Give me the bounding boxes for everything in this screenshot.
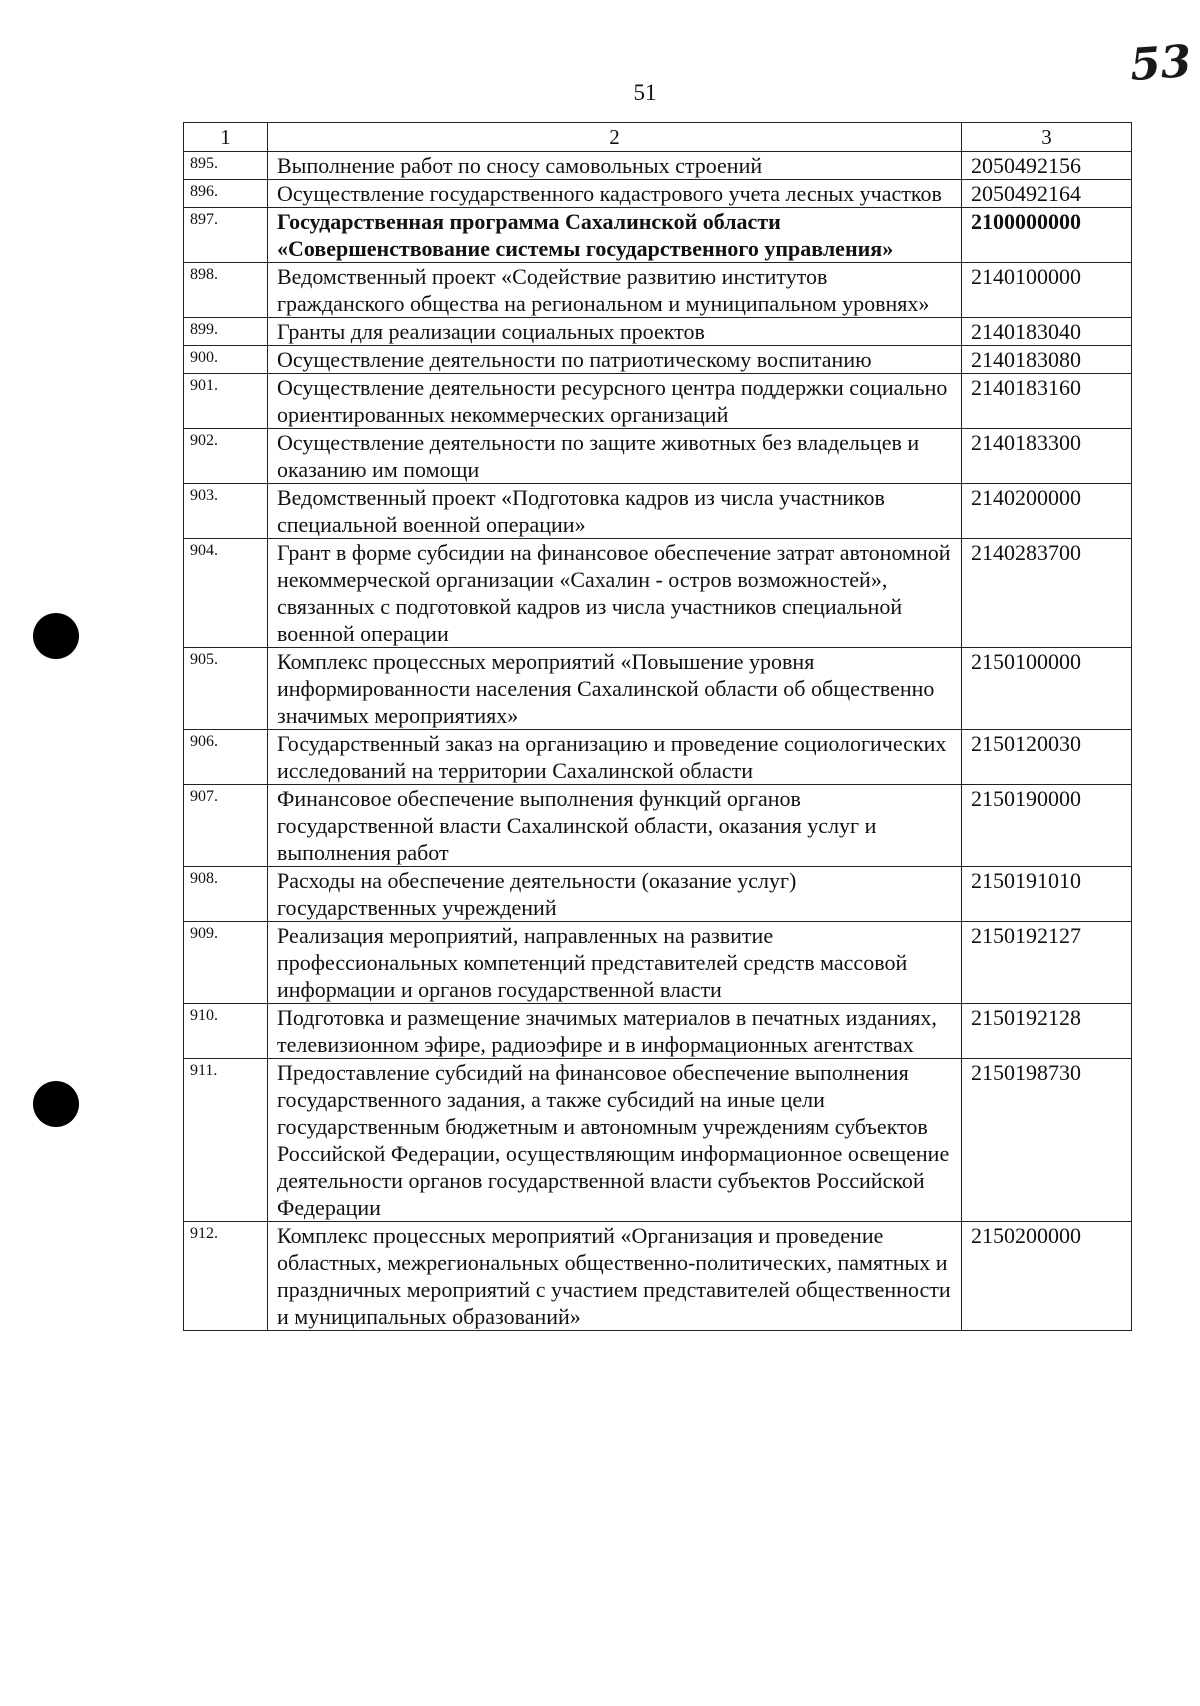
row-description: Предоставление субсидий на финансовое обеспечение выполнения государственного задания, а также субсидий на иные цели государственным бюджетным и автономным учреждениям субъектов Российской Федерации, осуществляющим информационное освещение деятельности органов государственной власти субъектов Российской Федерации — [268, 1059, 962, 1222]
row-number: 905. — [184, 648, 268, 730]
table-row — [184, 730, 1132, 785]
row-code: 2150192127 — [962, 922, 1132, 1004]
row-number: 901. — [184, 374, 268, 429]
budget-codes-table — [183, 122, 1132, 1331]
row-number: 904. — [184, 539, 268, 648]
row-number: 910. — [184, 1004, 268, 1059]
row-number: 895. — [184, 152, 268, 180]
table-row — [184, 346, 1132, 374]
table-row — [184, 374, 1132, 429]
row-description: Финансовое обеспечение выполнения функций органов государственной власти Сахалинской области, оказания услуг и выполнения работ — [268, 785, 962, 867]
table-row — [184, 429, 1132, 484]
row-number: 907. — [184, 785, 268, 867]
punch-hole — [33, 613, 79, 659]
row-code: 2150200000 — [962, 1222, 1132, 1331]
row-number: 906. — [184, 730, 268, 785]
row-description: Подготовка и размещение значимых материалов в печатных изданиях, телевизионном эфире, радиоэфире и в информационных агентствах — [268, 1004, 962, 1059]
row-description: Осуществление государственного кадастрового учета лесных участков — [268, 180, 962, 208]
row-code: 2140183040 — [962, 318, 1132, 346]
row-description: Грант в форме субсидии на финансовое обеспечение затрат автономной некоммерческой организации «Сахалин - остров возможностей», связанных с подготовкой кадров из числа участников специальной военной операции — [268, 539, 962, 648]
row-description: Ведомственный проект «Содействие развитию институтов гражданского общества на региональном и муниципальном уровнях» — [268, 263, 962, 318]
table-row — [184, 318, 1132, 346]
row-number: 899. — [184, 318, 268, 346]
table-row — [184, 539, 1132, 648]
row-description: Осуществление деятельности по защите животных без владельцев и оказанию им помощи — [268, 429, 962, 484]
row-code: 2140183300 — [962, 429, 1132, 484]
row-description: Комплекс процессных мероприятий «Организация и проведение областных, межрегиональных общественно-политических, памятных и праздничных мероприятий с участием представителей общественности и муниципальных образований» — [268, 1222, 962, 1331]
table-row — [184, 785, 1132, 867]
table-row — [184, 1004, 1132, 1059]
table-row — [184, 648, 1132, 730]
row-number: 908. — [184, 867, 268, 922]
row-number: 902. — [184, 429, 268, 484]
page-number: 51 — [633, 80, 657, 105]
table-row — [184, 922, 1132, 1004]
row-number: 897. — [184, 208, 268, 263]
table-row — [184, 1059, 1132, 1222]
row-description: Осуществление деятельности ресурсного центра поддержки социально ориентированных некоммерческих организаций — [268, 374, 962, 429]
table-body — [184, 152, 1132, 1331]
row-number: 909. — [184, 922, 268, 1004]
row-code: 2050492156 — [962, 152, 1132, 180]
row-code: 2150100000 — [962, 648, 1132, 730]
row-code: 2150190000 — [962, 785, 1132, 867]
row-code: 2150198730 — [962, 1059, 1132, 1222]
row-code: 2140183080 — [962, 346, 1132, 374]
row-description: Государственная программа Сахалинской области «Совершенствование системы государственного управления» — [268, 208, 962, 263]
header-col-1: 1 — [184, 123, 268, 152]
row-description: Осуществление деятельности по патриотическому воспитанию — [268, 346, 962, 374]
table-row — [184, 1222, 1132, 1331]
header-col-2: 2 — [268, 123, 962, 152]
table-row — [184, 484, 1132, 539]
table-row — [184, 867, 1132, 922]
table-header — [184, 123, 1132, 152]
row-description: Реализация мероприятий, направленных на развитие профессиональных компетенций представителей средств массовой информации и органов государственной власти — [268, 922, 962, 1004]
row-code: 2140100000 — [962, 263, 1132, 318]
row-description: Выполнение работ по сносу самовольных строений — [268, 152, 962, 180]
table-row — [184, 152, 1132, 180]
row-code: 2150191010 — [962, 867, 1132, 922]
table-row — [184, 208, 1132, 263]
row-code: 2140183160 — [962, 374, 1132, 429]
row-description: Государственный заказ на организацию и проведение социологических исследований на территории Сахалинской области — [268, 730, 962, 785]
row-description: Ведомственный проект «Подготовка кадров из числа участников специальной военной операции» — [268, 484, 962, 539]
row-description: Расходы на обеспечение деятельности (оказание услуг) государственных учреждений — [268, 867, 962, 922]
row-code: 2140283700 — [962, 539, 1132, 648]
row-code: 2150192128 — [962, 1004, 1132, 1059]
row-code: 2140200000 — [962, 484, 1132, 539]
row-number: 911. — [184, 1059, 268, 1222]
handwritten-page-number: 53 — [1128, 35, 1193, 92]
row-code: 2050492164 — [962, 180, 1132, 208]
table-row — [184, 180, 1132, 208]
row-description: Комплекс процессных мероприятий «Повышение уровня информированности населения Сахалинской области об общественно значимых мероприятиях» — [268, 648, 962, 730]
row-number: 896. — [184, 180, 268, 208]
row-number: 900. — [184, 346, 268, 374]
row-code: 2150120030 — [962, 730, 1132, 785]
row-number: 898. — [184, 263, 268, 318]
header-col-3: 3 — [962, 123, 1132, 152]
row-number: 903. — [184, 484, 268, 539]
row-number: 912. — [184, 1222, 268, 1331]
table-row — [184, 263, 1132, 318]
row-code: 2100000000 — [962, 208, 1132, 263]
row-description: Гранты для реализации социальных проектов — [268, 318, 962, 346]
punch-hole — [33, 1081, 79, 1127]
